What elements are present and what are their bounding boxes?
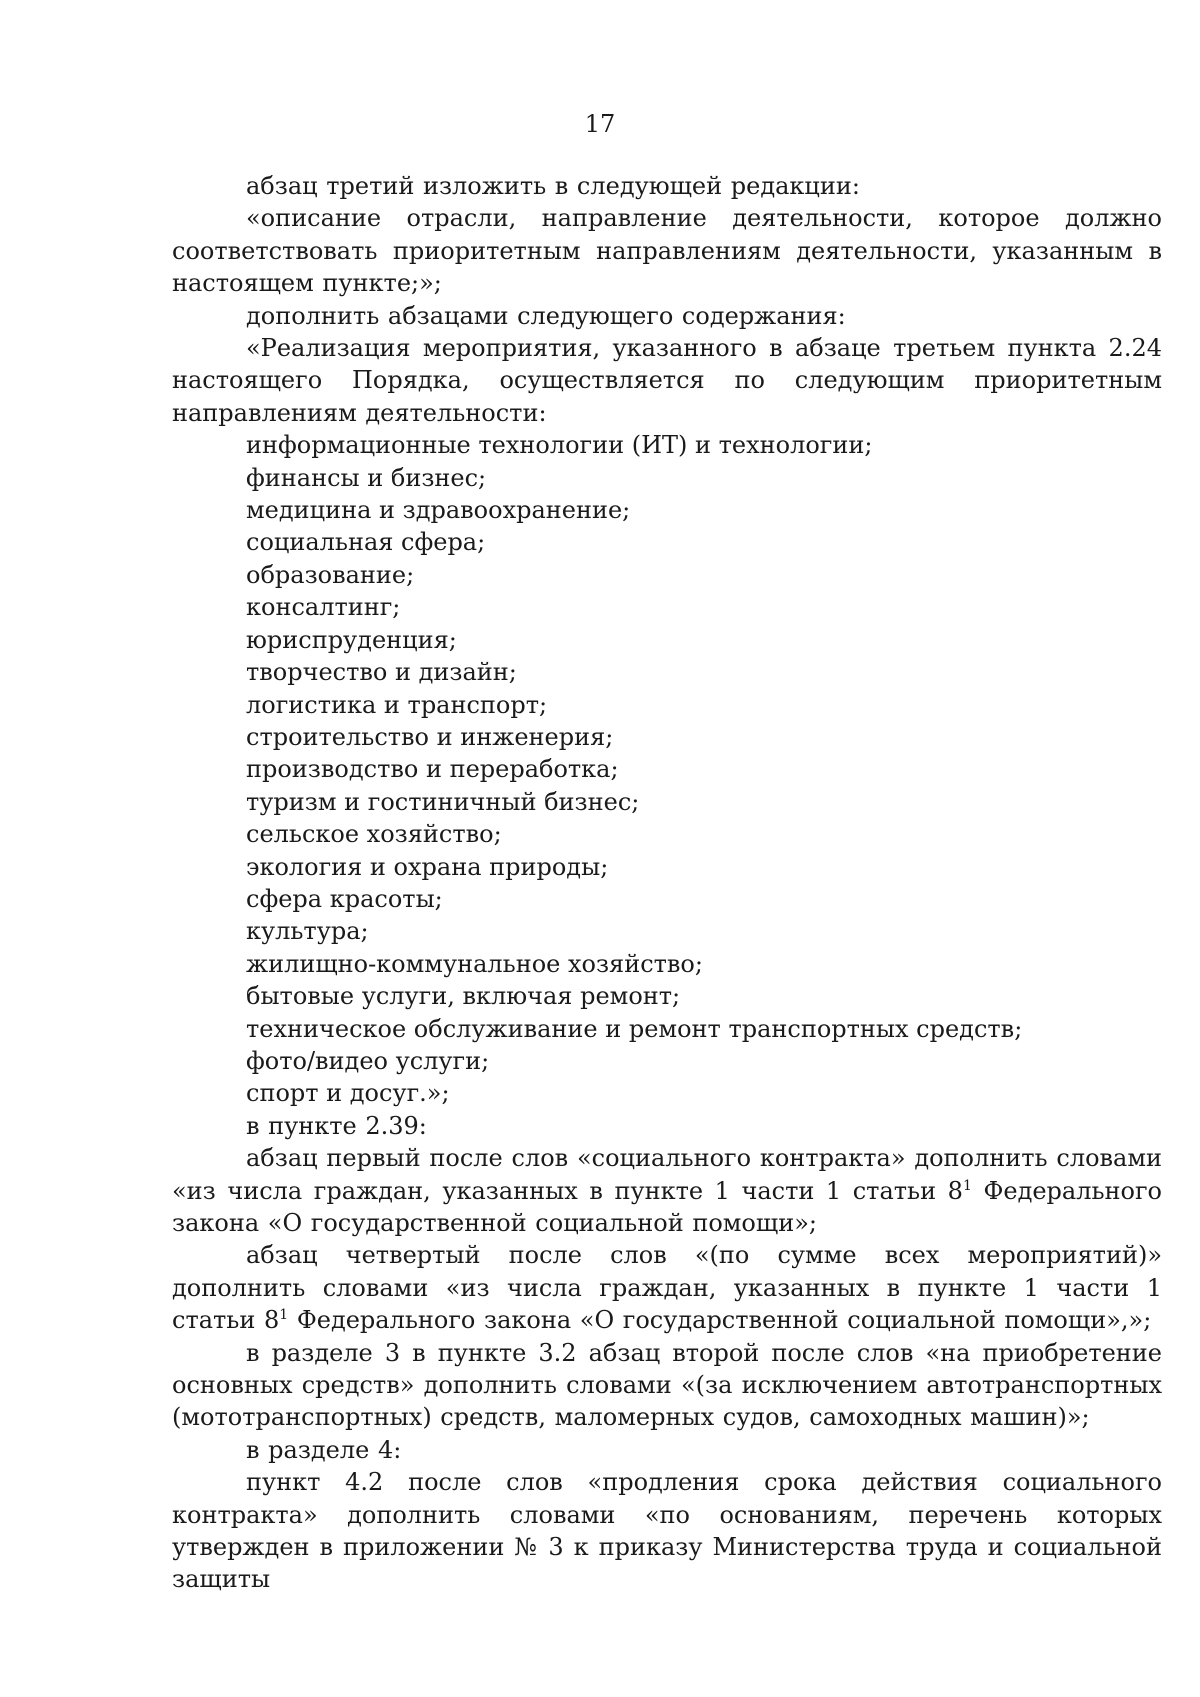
list-item: сфера красоты;: [246, 884, 443, 913]
directions-list: [172, 429, 1162, 1110]
list-item: жилищно-коммунальное хозяйство;: [246, 949, 703, 978]
list-item: сельское хозяйство;: [246, 820, 502, 849]
paragraph-realizaciya: «Реализация мероприятия, указанного в абзаце третьем пункта 2.24 настоящего Порядка, осуществляется по следующим приоритетным направлениям деятельности:: [172, 334, 1162, 427]
paragraph-dopolnit: дополнить абзацами следующего содержания:: [246, 301, 846, 330]
list-item: логистика и транспорт;: [246, 690, 548, 719]
list-item: техническое обслуживание и ремонт транспортных средств;: [246, 1014, 1023, 1043]
paragraph-abzac-chetvertyy: [172, 1239, 1162, 1336]
text-span: абзац четвертый после слов «(по сумме всех мероприятий)» дополнить словами «из числа граждан, указанных в пункте 1 части 1 статьи 8: [172, 1241, 1162, 1335]
list-item: производство и переработка;: [246, 755, 619, 784]
paragraph-opisanie: «описание отрасли, направление деятельности, которое должно соответствовать приоритетным направлениям деятельности, указанным в настоящем пункте;»;: [172, 204, 1162, 298]
paragraph-punkt-239: в пункте 2.39:: [246, 1111, 427, 1140]
list-item: бытовые услуги, включая ремонт;: [246, 982, 681, 1011]
list-item: информационные технологии (ИТ) и технологии;: [246, 431, 873, 460]
page-number: 17: [584, 110, 616, 138]
paragraph-razdel-3: в разделе 3 в пункте 3.2 абзац второй после слов «на приобретение основных средств» дополнить словами «(за исключением автотранспортных (мототранспортных) средств, маломерных судов, самоходных машин)»;: [172, 1338, 1162, 1432]
text-span: абзац первый после слов «социального контракта» дополнить словами «из числа граждан, указанных в пункте 1 части 1 статьи 8: [172, 1144, 1162, 1205]
paragraph-punkt-42: пункт 4.2 после слов «продления срока действия социального контракта» дополнить словами «по основаниям, перечень которых утвержден в приложении № 3 к приказу Министерства труда и социальной защиты: [172, 1468, 1162, 1594]
paragraph-abzac-perviy: [172, 1142, 1162, 1239]
list-item: образование;: [246, 560, 415, 589]
paragraph-abzac-tretiy: абзац третий изложить в следующей редакции:: [246, 172, 860, 200]
list-item: строительство и инженерия;: [246, 722, 614, 751]
text-span: Федерального закона «О государственной социальной помощи»,»;: [288, 1306, 1152, 1335]
list-item: социальная сфера;: [246, 528, 486, 557]
document-body: [172, 170, 1162, 1596]
list-item: творчество и дизайн;: [246, 658, 517, 687]
list-item: финансы и бизнес;: [246, 463, 487, 492]
list-item: культура;: [246, 917, 369, 946]
superscript: 1: [962, 1177, 972, 1194]
list-item: спорт и досуг.»;: [246, 1079, 450, 1108]
superscript: 1: [279, 1307, 289, 1324]
list-item: консалтинг;: [246, 593, 401, 622]
list-item: фото/видео услуги;: [246, 1046, 490, 1075]
list-item: туризм и гостиничный бизнес;: [246, 787, 640, 816]
list-item: юриспруденция;: [246, 625, 457, 654]
paragraph-razdel-4: в разделе 4:: [246, 1435, 402, 1464]
list-item: экология и охрана природы;: [246, 852, 609, 881]
list-item: медицина и здравоохранение;: [246, 496, 631, 525]
text-span: Федерального закона «О государственной социальной помощи»;: [172, 1176, 1162, 1237]
